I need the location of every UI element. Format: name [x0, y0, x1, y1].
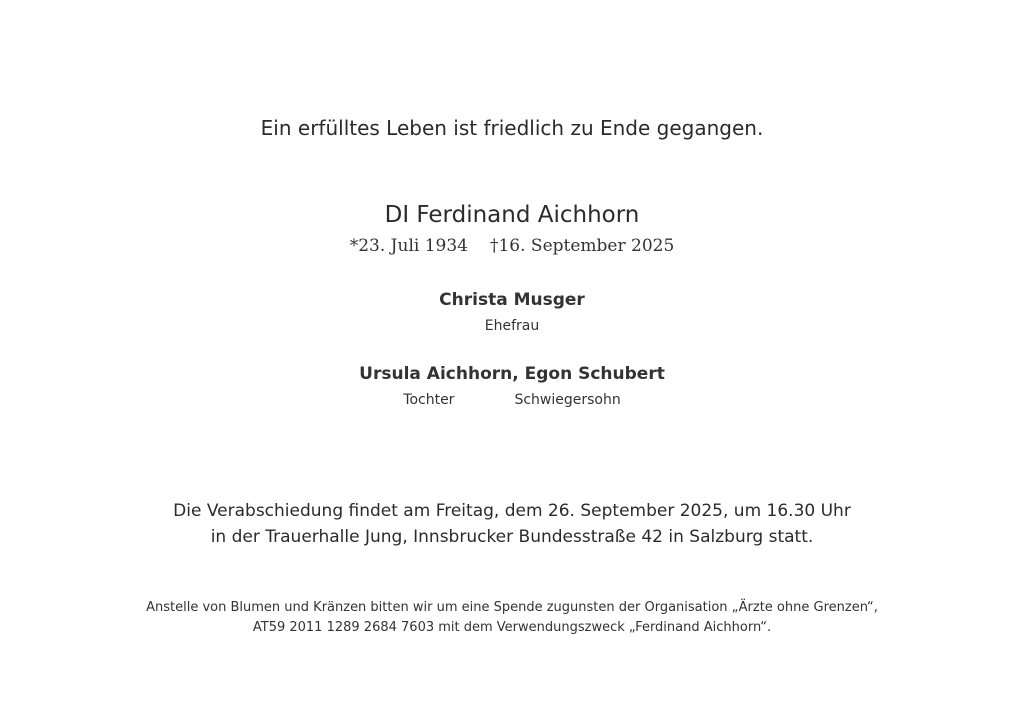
farewell-line-1: Die Verabschiedung findet am Freitag, dem 26. September 2025, um 16.30 Uhr [173, 501, 851, 521]
life-dates [0, 236, 1024, 256]
deceased-name: DI Ferdinand Aichhorn [384, 202, 640, 228]
mourner-name-2: Ursula Aichhorn, Egon Schubert [359, 364, 665, 384]
donation-line-2: AT59 2011 1289 2684 7603 mit dem Verwendungszweck „Ferdinand Aichhorn“. [252, 620, 772, 635]
relation-son-in-law: Schwiegersohn [514, 392, 621, 408]
mourner-relations-2 [0, 392, 1024, 408]
birth-date: *23. Juli 1934 [349, 236, 468, 256]
farewell-line-2: in der Trauerhalle Jung, Innsbrucker Bundesstraße 42 in Salzburg statt. [210, 527, 814, 547]
death-date: †16. September 2025 [489, 236, 675, 256]
mourner-relation-1: Ehefrau [484, 318, 540, 334]
mourner-name-1: Christa Musger [439, 290, 585, 310]
relation-daughter: Tochter [403, 392, 455, 408]
donation-line-1: Anstelle von Blumen und Kränzen bitten wir um eine Spende zugunsten der Organisation „Ärzte ohne Grenzen“, [146, 600, 878, 615]
motto-text: Ein erfülltes Leben ist friedlich zu Ende gegangen. [260, 116, 764, 140]
